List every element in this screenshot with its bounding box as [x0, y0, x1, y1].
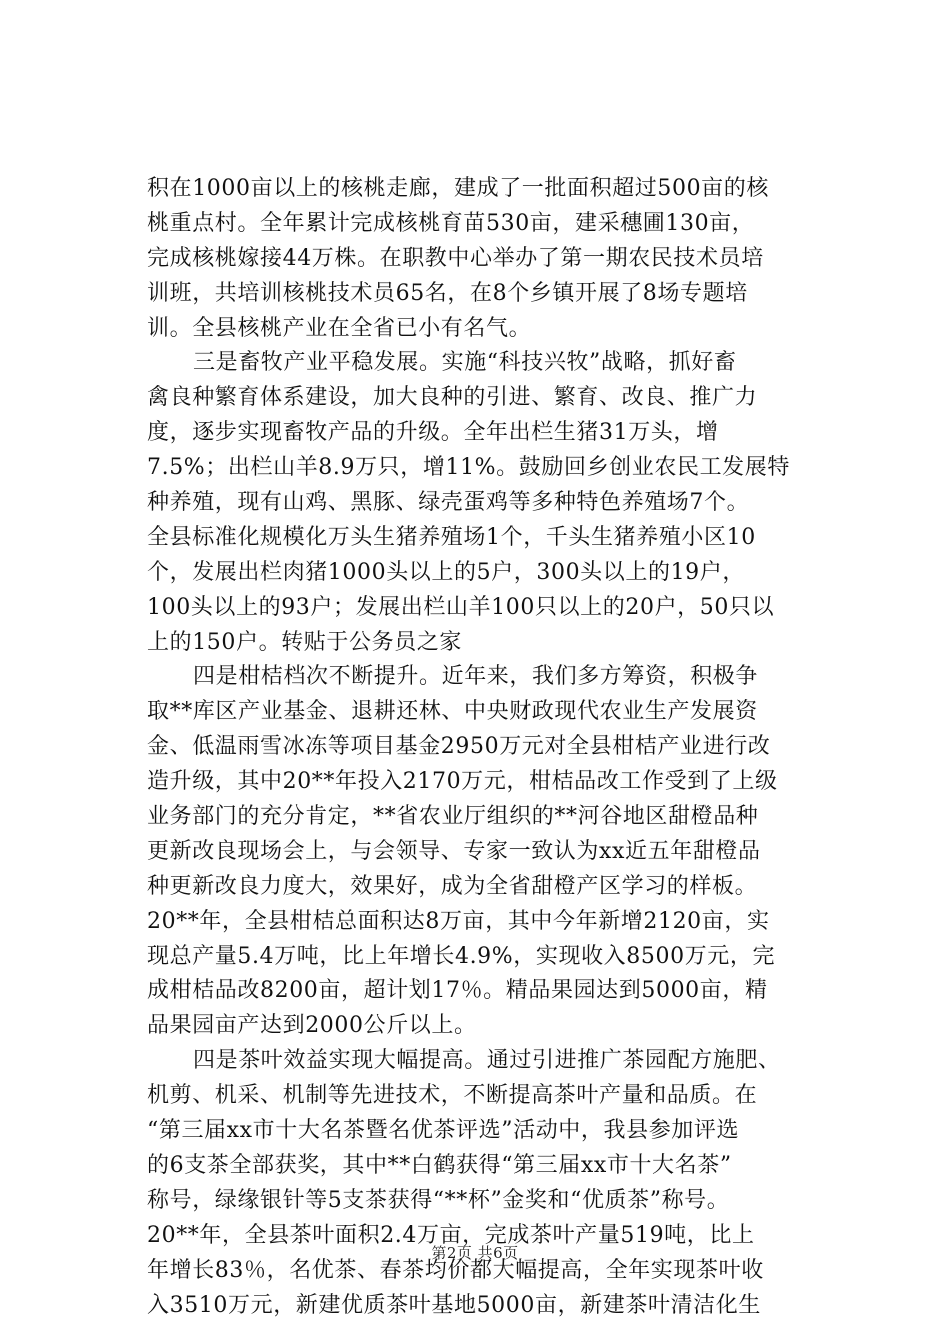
text-line: 禽良种繁育体系建设，加大良种的引进、繁育、改良、推广力 — [147, 385, 758, 411]
text-line: 完成核桃嫁接44万株。在职教中心举办了第一期农民技术员培 — [147, 245, 764, 271]
text-line: 入3510万元，新建优质茶叶基地5000亩，新建茶叶清洁化生 — [147, 1292, 761, 1318]
text-line: 7.5%；出栏山羊8.9万只，增11%。鼓励回乡创业农民工发展特 — [147, 455, 790, 481]
text-line: 上的150户。转贴于公务员之家 — [147, 629, 462, 655]
text-line: 金、低温雨雪冰冻等项目基金2950万元对全县柑桔产业进行改 — [147, 734, 771, 760]
text-line: 机剪、机采、机制等先进技术，不断提高茶叶产量和品质。在 — [147, 1083, 758, 1109]
text-line: 业务部门的充分肯定，**省农业厅组织的**河谷地区甜橙品种 — [147, 804, 759, 830]
text-line: 20**年，全县柑桔总面积达8万亩，其中今年新增2120亩，实 — [147, 908, 770, 934]
text-line: 度，逐步实现畜牧产品的升级。全年出栏生猪31万头，增 — [147, 420, 719, 446]
text-line: 20**年，全县茶叶面积2.4万亩，完成茶叶产量519吨，比上 — [147, 1222, 755, 1248]
text-line: 现总产量5.4万吨，比上年增长4.9%，实现收入8500万元，完 — [147, 943, 776, 969]
text-line: 称号，绿缘银针等5支茶获得“**杯”金奖和“优质茶”称号。 — [147, 1187, 730, 1213]
paragraph-first-line: 三是畜牧产业平稳发展。实施“科技兴牧”战略，抓好畜 — [193, 350, 737, 376]
paragraph-first-line: 四是茶叶效益实现大幅提高。通过引进推广茶园配方施肥、 — [193, 1048, 781, 1074]
text-line: 训。全县核桃产业在全省已小有名气。 — [147, 315, 532, 341]
text-line: 年增长83％，名优茶、春茶均价都大幅提高，全年实现茶叶收 — [147, 1257, 764, 1283]
document-body — [147, 172, 837, 1323]
text-line: 种养殖，现有山鸡、黑豚、绿壳蛋鸡等多种特色养殖场7个。 — [147, 490, 750, 516]
paragraph-first-line: 四是柑桔档次不断提升。近年来，我们多方筹资，积极争 — [193, 664, 759, 690]
page-footer: 第2页 共6页 — [431, 1244, 519, 1262]
text-line: 积在1000亩以上的核桃走廊，建成了一批面积超过500亩的核 — [147, 176, 769, 201]
text-line: 100头以上的93户；发展出栏山羊100只以上的20户，50只以 — [147, 594, 775, 620]
text-line: “第三届xx市十大名茶暨名优茶评选”活动中，我县参加评选 — [147, 1118, 740, 1144]
text-line: 桃重点村。全年累计完成核桃育苗530亩，建采穗圃130亩， — [147, 210, 755, 236]
text-line: 全县标准化规模化万头生猪养殖场1个，千头生猪养殖小区10 — [147, 524, 756, 550]
text-line: 取**库区产业基金、退耕还林、中央财政现代农业生产发展资 — [147, 699, 758, 725]
text-line: 种更新改良力度大，效果好，成为全省甜橙产区学习的样板。 — [147, 873, 758, 899]
text-line: 的6支茶全部获奖，其中**白鹤获得“第三届xx市十大名茶” — [147, 1152, 732, 1178]
text-line: 个，发展出栏肉猪1000头以上的5户，300头以上的19户， — [147, 559, 745, 585]
text-line: 更新改良现场会上，与会领导、专家一致认为xx近五年甜橙品 — [147, 838, 761, 864]
text-line: 品果园亩产达到2000公斤以上。 — [147, 1013, 477, 1039]
text-line: 造升级，其中20**年投入2170万元，柑桔品改工作受到了上级 — [147, 769, 778, 795]
text-line: 训班，共培训核桃技术员65名，在8个乡镇开展了8场专题培 — [147, 280, 748, 306]
text-line: 成柑桔品改8200亩，超计划17％。精品果园达到5000亩，精 — [147, 978, 768, 1004]
